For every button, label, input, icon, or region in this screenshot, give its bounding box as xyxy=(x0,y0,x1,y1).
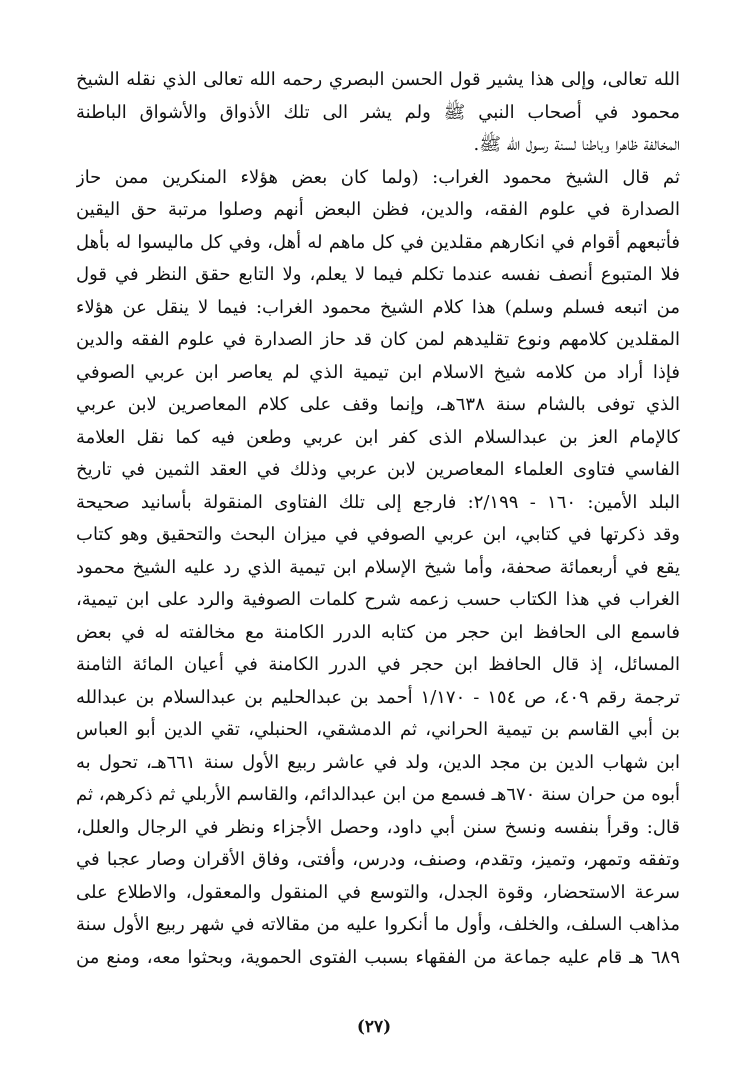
text-line: بن أبي القاسم بن تيمية الحراني، ثم الدمشقي، الحنبلي، تقي الدين أبو العباس xyxy=(76,719,680,740)
text-line: الغراب في هذا الكتاب حسب زعمه شرح كلمات الصوفية والرد على ابن تيمية، xyxy=(76,589,680,610)
text-line: الفاسي فتاوى العلماء المعاصرين لابن عربي وذلك في العقد الثمين في تاريخ xyxy=(76,459,680,480)
text-line: فإذا أراد من كلامه شيخ الاسلام ابن تيمية الذي لم يعاصر ابن عربي الصوفي xyxy=(76,361,680,383)
text-line: فأتبعهم أقوام في انكارهم مقلدين في كل ماهم له أهل، وفي كل ماليسوا له بأهل xyxy=(76,231,680,253)
text-line: الصدارة في علوم الفقه، والدين، فظن البعض أنهم وصلوا مرتبة حق اليقين xyxy=(76,199,680,220)
text-line: المخالفة ظاهرا وباطنا لسنة رسول الله ﷺ. xyxy=(473,134,680,155)
text-line: ترجمة رقم ٤٠٩، ص ١٥٤ - ١/١٧٠ أحمد بن عبدالحليم بن عبدالسلام بن عبدالله xyxy=(76,686,680,708)
text-line: ثم قال الشيخ محمود الغراب: (ولما كان بعض هؤلاء المنكرين ممن حاز xyxy=(76,166,680,188)
text-line: فلا المتبوع أنصف نفسه عندما تكلم فيما لا يعلم، ولا التابع حقق النظر في قول xyxy=(76,264,680,285)
text-line: كالإمام العز بن عبدالسلام الذى كفر ابن عربي وطعن فيه كما نقل العلامة xyxy=(76,426,680,448)
text-line: يقع في أربعمائة صحفة، وأما شيخ الإسلام ابن تيمية الذي رد عليه الشيخ محمود xyxy=(76,556,680,578)
text-line: من اتبعه فسلم وسلم) هذا كلام الشيخ محمود الغراب: فيما لا ينقل عن هؤلاء xyxy=(76,296,680,318)
text-line: الله تعالى، وإلى هذا يشير قول الحسن البصري رحمه الله تعالى الذي نقله الشيخ xyxy=(76,69,680,90)
text-line: مذاهب السلف، والخلف، وأول ما أنكروا عليه من مقالاته في شهر ربيع الأول سنة xyxy=(76,914,680,935)
text-line: وتفقه وتمهر، وتميز، وتقدم، وصنف، ودرس، وأفتى، وفاق الأقران وصار عجبا في xyxy=(76,849,680,870)
body-text xyxy=(76,64,680,974)
text-line: ابن شهاب الدين بن مجد الدين، ولد في عاشر ربيع الأول سنة ٦٦١هـ، تحول به xyxy=(76,751,680,773)
text-line: المسائل، إذ قال الحافظ ابن حجر في الدرر الكامنة في أعيان المائة الثامنة xyxy=(76,654,680,675)
text-line: أبوه من حران سنة ٦٧٠هـ فسمع من ابن عبدالدائم، والقاسم الأربلي ثم ذكرهم، ثم xyxy=(76,784,680,805)
text-line: قال: وقرأ بنفسه ونسخ سنن أبي داود، وحصل الأجزاء ونظر في الرجال والعلل، xyxy=(76,816,680,838)
text-line: فاسمع الى الحافظ ابن حجر من كتابه الدرر الكامنة مع مخالفته له في بعض xyxy=(76,621,680,643)
text-line: محمود في أصحاب النبي ﷺ ولم يشر الى تلك الأذواق والأشواق الباطنة xyxy=(76,101,680,123)
text-line: المقلدين كلامهم ونوع تقليدهم لمن كان قد حاز الصدارة في علوم الفقه والدين xyxy=(76,329,680,350)
text-line: سرعة الاستحضار، وقوة الجدل، والتوسع في المنقول والمعقول، والاطلاع على xyxy=(76,881,680,903)
text-line: الذي توفى بالشام سنة ٦٣٨هـ، وإنما وقف على كلام المعاصرين لابن عربي xyxy=(76,394,680,415)
text-line: ٦٨٩ هـ قام عليه جماعة من الفقهاء بسبب الفتوى الحموية، وبحثوا معه، ومنع من xyxy=(76,946,680,968)
page-number: (٢٧) xyxy=(356,1017,392,1037)
text-line: وقد ذكرتها في كتابي، ابن عربي الصوفي في ميزان البحث والتحقيق وهو كتاب xyxy=(76,524,680,545)
text-line: البلد الأمين: ١٦٠ - ٢/١٩٩: فارجع إلى تلك الفتاوى المنقولة بأسانيد صحيحة xyxy=(76,491,680,513)
